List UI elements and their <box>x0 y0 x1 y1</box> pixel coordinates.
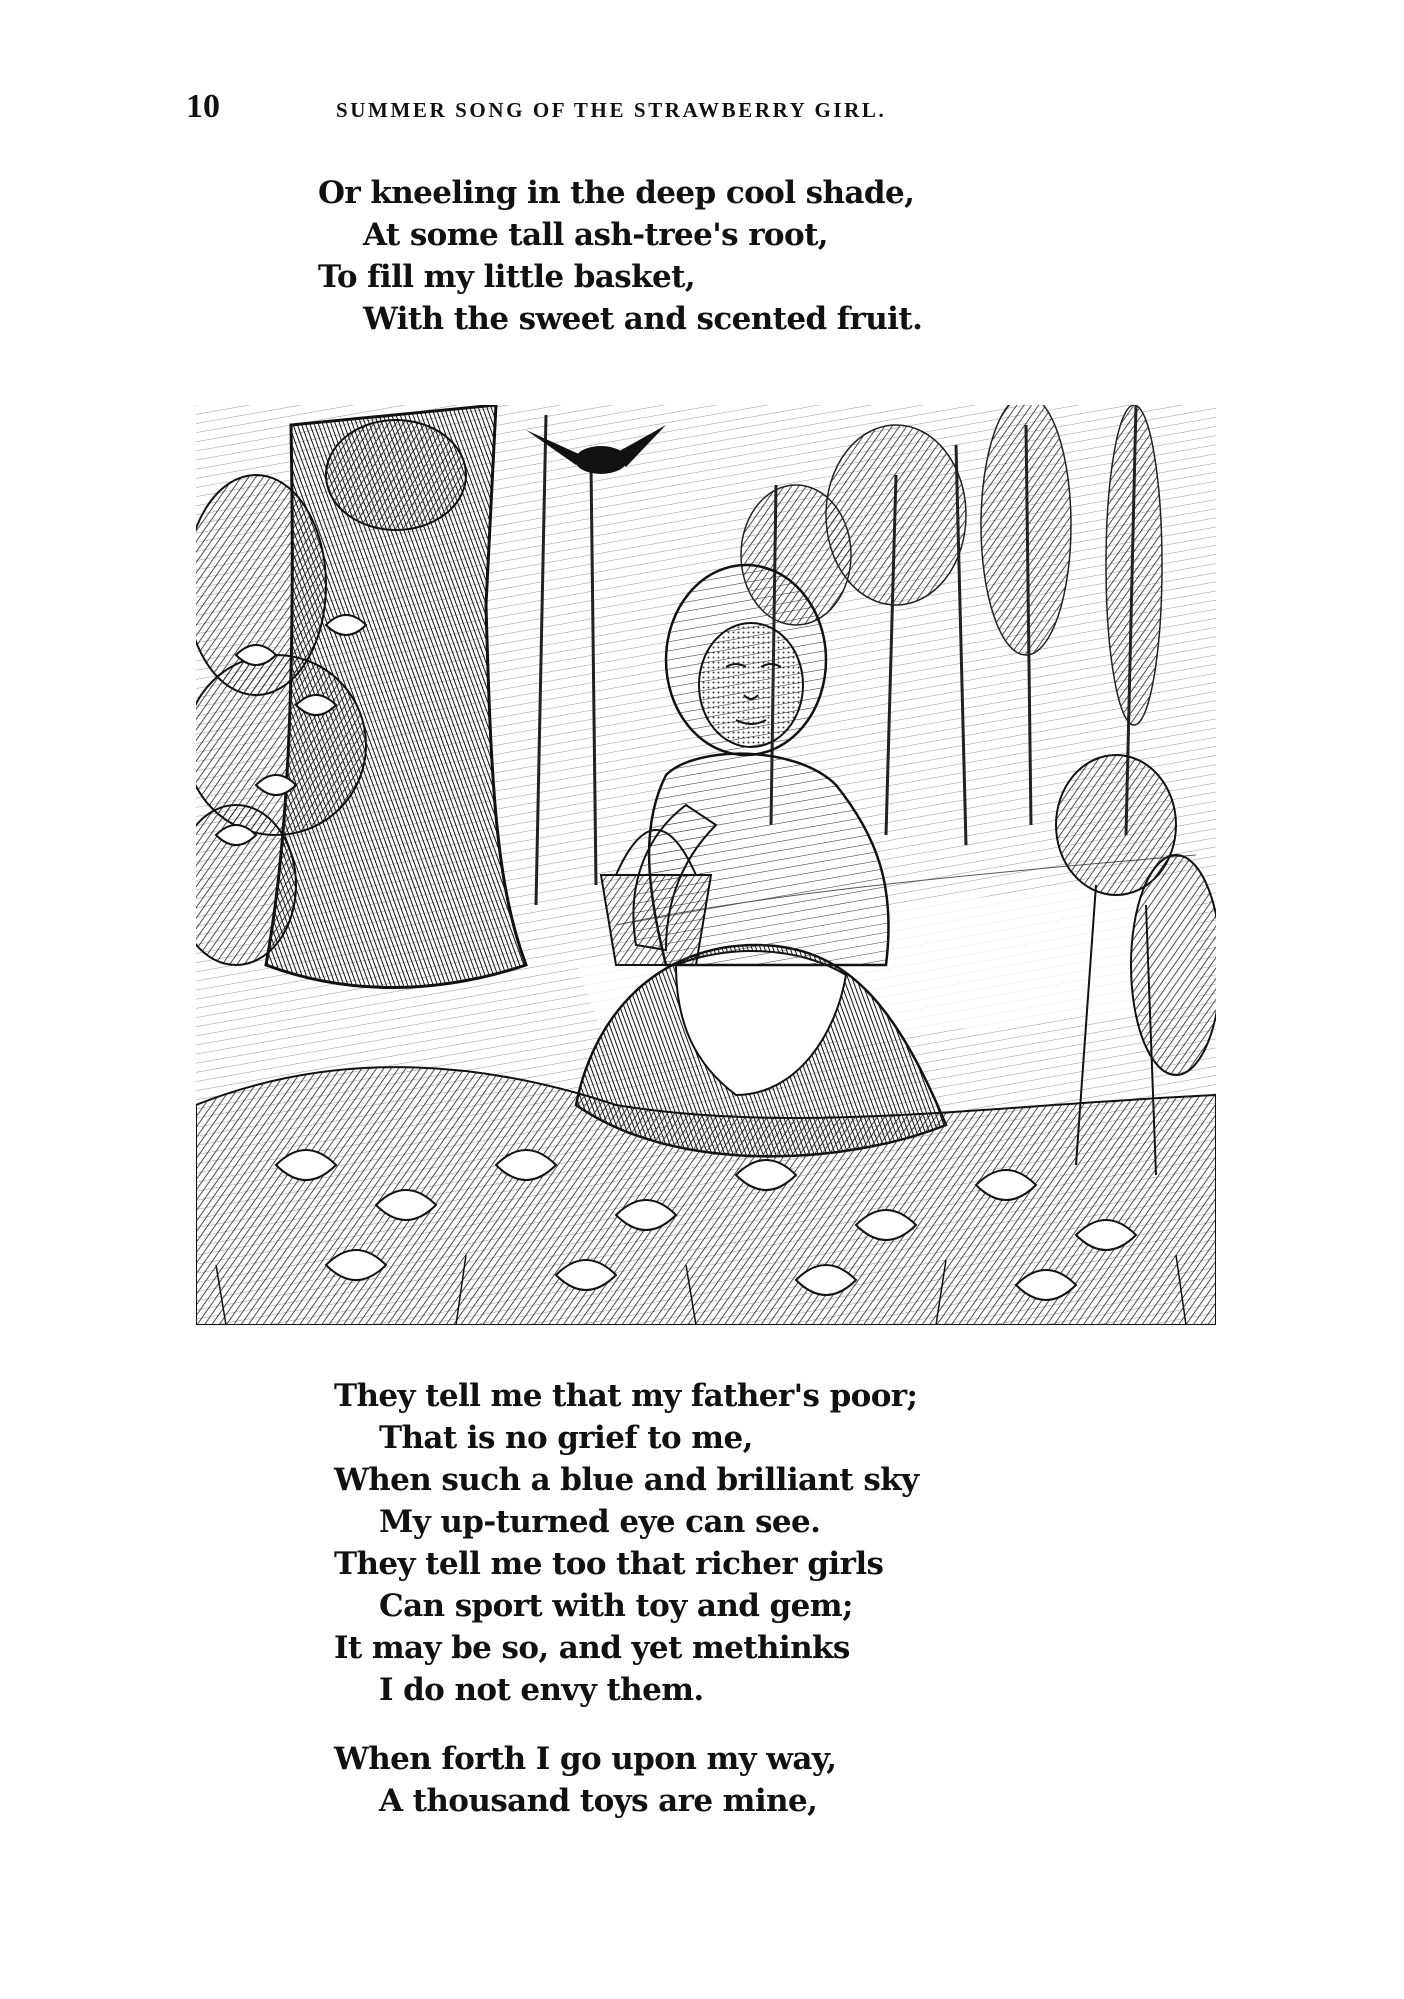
page-number: 10 <box>186 88 220 125</box>
verse-line: That is no grief to me, <box>379 1420 753 1456</box>
stanza-1 <box>318 172 922 340</box>
verse-line: To fill my little basket, <box>318 259 696 295</box>
page-header <box>0 88 1404 128</box>
verse-line: My up-turned eye can see. <box>379 1504 821 1540</box>
verse-line: Can sport with toy and gem; <box>379 1588 853 1624</box>
stanza-2 <box>334 1375 918 1711</box>
verse-line: A thousand toys are mine, <box>379 1783 818 1819</box>
running-title: SUMMER SONG OF THE STRAWBERRY GIRL. <box>336 98 887 122</box>
verse-line: It may be so, and yet methinks <box>334 1630 850 1666</box>
verse-line: They tell me too that richer girls <box>334 1546 884 1582</box>
verse-line: I do not envy them. <box>379 1672 704 1708</box>
verse-line: They tell me that my father's poor; <box>334 1378 918 1414</box>
verse-line: When such a blue and brilliant sky <box>334 1462 919 1498</box>
engraving-illustration <box>196 405 1216 1325</box>
stanza-3 <box>334 1738 836 1822</box>
verse-line: When forth I go upon my way, <box>334 1741 837 1777</box>
verse-line: Or kneeling in the deep cool shade, <box>318 175 915 211</box>
verse-line: With the sweet and scented fruit. <box>363 301 923 337</box>
verse-line: At some tall ash-tree's root, <box>363 217 828 253</box>
